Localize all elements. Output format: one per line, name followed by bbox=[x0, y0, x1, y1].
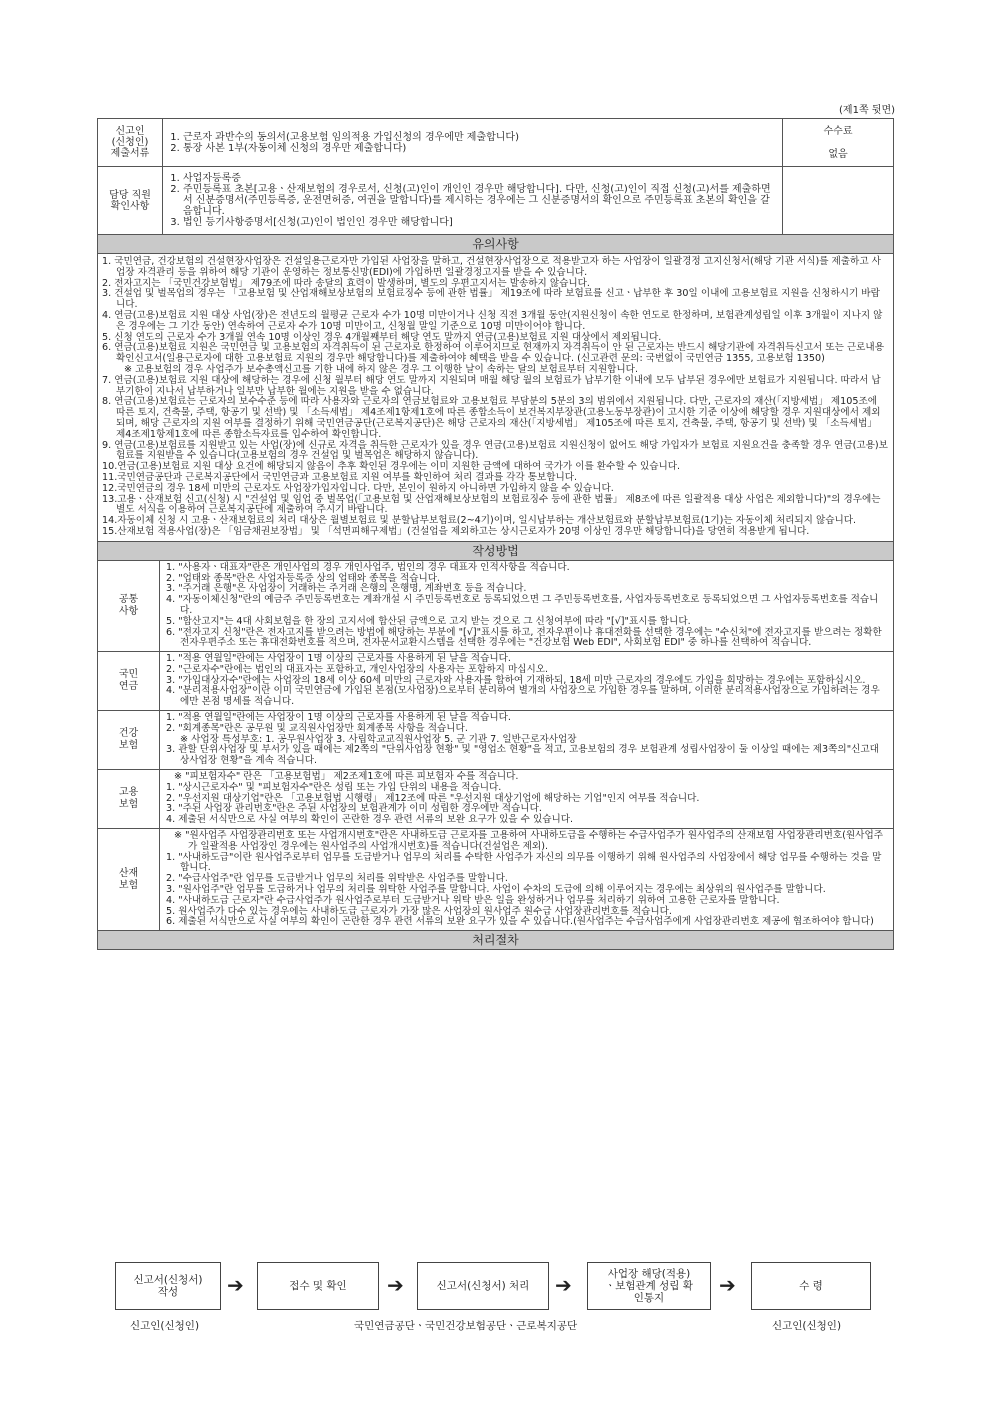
method-line: 4. 제출된 서식만으로 사실 여부의 확인이 곤란한 경우 관련 서류의 보완 요구가 있을 수 있습니다. bbox=[166, 814, 574, 826]
note-item: 14.자동이체 신청 시 고용ㆍ산재보험료의 처리 대상은 월별보험료 및 분할납부보험료(2~4기)이며, 일시납부하는 개산보험료와 분할납부보험료(1기)는 자동이체 처리되지 않습니다. bbox=[102, 515, 857, 527]
method-line: 3. "원사업주"란 업무를 도급하거나 업무의 처리를 위탁한 사업주를 말합니다. 사업이 수차의 도급에 의해 이루어지는 경우에는 최상위의 원사업주를 말합니다. bbox=[166, 884, 826, 896]
note-item: 9. 연금(고용)보험료를 지원받고 있는 사업(장)에 신규로 자격을 취득한 근로자가 있을 경우 연금(고용)보험료 지원신청이 없어도 해당 가입자가 보험료 지원요건을 충족할 경우 연금(고용)보험료를 지원받을 수 있습니다(고용보험의 경우 건설업 및 벌목업은 해당하지 않습니다). bbox=[102, 439, 888, 462]
arrow-right-icon: ➔ bbox=[555, 1273, 572, 1297]
method-line: 3. "가입대상자수"란에는 사업장의 18세 이상 60세 미만의 근로자와 사용자를 합하여 기재하되, 18세 미만 근로자의 경우에도 가입을 희망하는 경우에는 포함하십시오. bbox=[166, 674, 866, 686]
check-item: 3. 법인 등기사항증명서[신청(고)인이 법인인 경우만 해당합니다] bbox=[183, 217, 778, 228]
check-items bbox=[163, 167, 783, 235]
method-line: 4. "사내하도급 근로자"란 수급사업주가 원사업주로부터 도급받거나 위탁 받은 일을 완성하거나 업무를 처리하기 위하여 고용한 근로자를 말합니다. bbox=[166, 894, 780, 906]
step-box: 접수 및 확인 bbox=[257, 1262, 379, 1310]
section-label: 건강 보험 bbox=[98, 711, 160, 769]
submit-documents bbox=[163, 119, 783, 167]
note-item: 3. 건설업 및 벌목업의 경우는 「고용보험 및 산업재해보상보험의 보험료징수 등에 관한 법률」 제19조에 따라 보험료를 신고ㆍ납부한 후 30일 이내에 고용보험료 지원을 신청하시기 바랍니다. bbox=[102, 288, 880, 311]
actor-left: 신고인(신청인) bbox=[130, 1320, 200, 1332]
arrow-right-icon: ➔ bbox=[387, 1273, 404, 1297]
fee-label: 수수료 bbox=[823, 125, 853, 137]
method-section-employment bbox=[98, 769, 893, 828]
method-section-industrial bbox=[98, 828, 893, 930]
note-item: 15.산재보험 적용사업(장)은 「임금채권보장법」 및 「석면피해구제법」(건설업을 제외하고는 상시근로자가 20명 이상인 경우만 해당합니다)을 당연히 적용받게 됩니다. bbox=[102, 525, 810, 537]
method-line: 2. "우선지원 대상기업"란은 「고용보험법 시행령」 제12조에 따른 "우선지원 대상기업에 해당하는 기업"인지 여부를 적습니다. bbox=[166, 792, 700, 804]
fee-cell bbox=[783, 119, 894, 167]
arrow-right-icon: ➔ bbox=[227, 1273, 244, 1297]
note-item: 8. 연금(고용)보험료는 근로자의 보수수준 등에 따라 사용자와 근로자의 연금보험료와 고용보험료 부담분의 5분의 3의 범위에서 지원됩니다. 다만, 근로자의 재산(「지방세법」 제105조에 따른 토지, 건축물, 주택, 항공기 및 선박) 및 「소득세법」 제4조제1항제1호에 따른 종합소득이 보건복지부장관(고용노동부장관)이 고시한 기준 이상에 해당할 경우 지원대상에서 제외되며, 해당 근로자의 지원 여부를 결정하기 위해 국민연금공단(근로복지공단)은 해당 근로자의 재산(「지방세법」 제105조에 따른 토지, 건축물, 주택, 항공기 및 선박) 및 「소득세법」 제4조제1항제1호에 따른 종합소득자료를 입수하여 확인합니다. bbox=[102, 396, 881, 440]
method-line: 4. "분리적용사업장"이란 이미 국민연금에 가입된 본점(모사업장)으로부터 분리하여 별개의 사업장으로 가입한 경우를 말하며, 이러한 분리적용사업장으로 가입하려는 경우에만 본점 명세를 적습니다. bbox=[166, 685, 880, 708]
submit-item: 2. 통장 사본 1부(자동이체 신청의 경우만 제출합니다) bbox=[183, 143, 778, 154]
fee-empty-cell bbox=[783, 167, 894, 235]
method-sections bbox=[97, 561, 894, 932]
section-label: 산재 보험 bbox=[98, 829, 160, 930]
note-item: 1. 국민연금, 건강보험의 건설현장사업장은 건설일용근로자만 가입된 사업장을 말하고, 건설현장사업장으로 적용받고자 하는 사업장이 일괄경정 고지신청서(해당 기관 서식)를 제출하고 사업장 자격관리 등을 위하여 해당 기관이 운영하는 정보통신망(EDI)에 가입하면 일괄경정고지를 받을 수 있습니다. bbox=[102, 256, 881, 278]
actor-right: 신고인(신청인) bbox=[772, 1320, 842, 1332]
notes-list bbox=[97, 254, 894, 541]
actor-middle: 국민연금공단ㆍ국민건강보험공단ㆍ근로복지공단 bbox=[354, 1320, 578, 1332]
method-line: 1. "적용 연월일"란에는 사업장이 1명 이상의 근로자를 사용하게 된 날을 적습니다. bbox=[166, 712, 511, 724]
note-item: 7. 연금(고용)보험료 지원 대상에 해당하는 경우에 신청 월부터 해당 연도 말까지 지원되며 매월 해당 월의 보험료가 납부기한 이내에 모두 납부된 경우에만 보험료가 지원됩니다. 따라서 납부기한이 지나서 납부하거나 일부만 납부한 월에는 지원을 받을 수 없습니다. bbox=[102, 374, 881, 397]
step-box: 수 령 bbox=[751, 1262, 871, 1310]
note-item: 5. 신청 연도의 근로자 수가 3개월 연속 10명 이상인 경우 4개월째부터 해당 연도 말까지 연금(고용)보험료 지원 대상에서 제외됩니다. bbox=[102, 331, 662, 343]
method-line: 1. "사내하도급"이란 원사업주로부터 업무를 도급받거나 업무의 처리를 수탁한 사업주가 자신의 의무를 이행하기 위해 원사업주의 사업장에서 해당 업무를 수행하는 것을 말합니다. bbox=[166, 851, 882, 874]
method-line: 5. "합산고지"는 4대 사회보험을 한 장의 고지서에 합산된 금액으로 고지 받는 것으로 그 신청여부에 따라 "[√]"표시를 합니다. bbox=[166, 615, 691, 627]
notes-title: 유의사항 bbox=[97, 235, 894, 254]
note-item: ※ 고용보험의 경우 사업주가 보수총액신고를 기한 내에 하지 않은 경우 그 이행한 날이 속하는 달의 보험료부터 지원합니다. bbox=[124, 363, 638, 375]
method-line: 2. "수급사업주"란 업무를 도급받거나 업무의 처리를 위탁받은 사업주를 말합니다. bbox=[166, 873, 508, 885]
note-item: 12.국민연금의 경우 18세 미만의 근로자도 사업장가입자입니다. 다만, 본인이 원하지 아니하면 가입하지 않을 수 있습니다. bbox=[102, 482, 614, 494]
method-section-pension bbox=[98, 651, 893, 710]
note-item: 13.고용ㆍ산재보험 신고(신청) 시 "건설업 및 임업 중 벌목업(「고용보험 및 산업재해보상보험의 보험료징수 등에 관한 법률」 제8조에 따른 일괄적용 대상 사업은 제외합니다)"의 경우에는 별도 서식을 이용하여 근로복지공단에 제출하여 주시기 바랍니다. bbox=[102, 493, 881, 516]
method-line: ※ "피보험자수" 란은 「고용보험법」 제2조제1호에 따른 피보험자 수를 적습니다. bbox=[174, 771, 519, 783]
method-line: 6. 제출된 서식만으로 사실 여부의 확인이 곤란한 경우 관련 서류의 보완 요구가 있을 수 있습니다.(원사업주는 수급사업주에게 사업장관리번호 제공에 협조하여야 합니다) bbox=[166, 916, 874, 928]
note-item: 4. 연금(고용)보험료 지원 대상 사업(장)은 전년도의 월평균 근로자 수가 10명 미만이거나 신청 직전 3개월 동안(지원신청이 속한 연도로 한정하며, 보험관계성립일 이후 3개월이 지나지 않은 경우에는 그 기간 동안) 연속하여 근로자 수가 10명 미만이고, 신청월 말일 기준으로 10명 미만이어야 합니다. bbox=[102, 309, 883, 332]
step-box: 신고서(신청서) 작성 bbox=[115, 1262, 221, 1310]
method-section-common bbox=[98, 561, 893, 651]
method-line: 2. "근로자수"란에는 법인의 대표자는 포함하고, 개인사업장의 사용자는 포함하지 마십시오. bbox=[166, 663, 549, 675]
method-section-health bbox=[98, 710, 893, 769]
check-label: 담당 직원 확인사항 bbox=[98, 167, 163, 235]
method-line: 3. "주거래 은행"은 사업장이 거래하는 주거래 은행의 은행명, 계좌번호 등을 적습니다. bbox=[166, 583, 527, 595]
method-line: 1. "적용 연월일"란에는 사업장이 1명 이상의 근로자를 사용하게 된 날을 적습니다. bbox=[166, 653, 511, 665]
note-item: 6. 연금(고용)보험료 지원은 국민연금 및 고용보험의 자격취득이 된 근로자로 한정하여 이루어지므로 현재까지 자격취득이 안 된 근로자는 반드시 해당기관에 자격취득신고서 또는 근로내용 확인신고서(일용근로자에 대한 고용보험료 지원의 경우만 해당합니다)를 제출하여야 혜택을 받을 수 있습니다. (신고관련 문의: 국번없이 국민연금 1355, 고용보험 1350) bbox=[102, 342, 884, 365]
step-box: 신고서(신청서) 처리 bbox=[417, 1262, 549, 1310]
method-line: ※ "원사업주 사업장관리번호 또는 사업개시번호"란은 사내하도급 근로자를 고용하여 사내하도급을 수행하는 수급사업주가 원사업주의 산재보험 사업장관리번호(원사업주가 일괄적용 사업장인 경우에는 원사업주의 사업개시번호)를 적습니다(건설업은 제외). bbox=[174, 830, 883, 852]
note-item: 10.연금(고용)보험료 지원 대상 요건에 해당되지 않음이 추후 확인된 경우에는 이미 지원한 금액에 대하여 국가가 이를 환수할 수 있습니다. bbox=[102, 461, 681, 473]
note-item: 11.국민연금공단과 근로복지공단에서 국민연금과 고용보험료 지원 여부를 확인하여 처리 결과를 각각 통보합니다. bbox=[102, 471, 578, 483]
method-line: 2. "회계종목"란은 공무원 및 교직원사업장만 회계종목 사항을 적습니다. bbox=[166, 722, 468, 734]
submit-item: 1. 근로자 과반수의 동의서(고용보험 임의적용 가입신청의 경우에만 제출합니다) bbox=[183, 132, 778, 143]
note-item: 2. 전자고지는 「국민건강보험법」 제79조에 따라 송달의 효력이 발생하며, 별도의 우편고지서는 발송하지 않습니다. bbox=[102, 277, 590, 289]
method-line: 4. "자동이체신청"란의 예금주 주민등록번호는 계좌개설 시 주민등록번호로 등록되었으면 그 주민등록번호를, 사업자등록번호로 등록되었으면 그 사업자등록번호를 적습니다. bbox=[166, 594, 879, 616]
page-note: (제1쪽 뒷면) bbox=[839, 105, 895, 116]
method-line: 3. "주된 사업장 관리번호"란은 주된 사업장의 보험관계가 이미 성립한 경우에만 적습니다. bbox=[166, 803, 542, 815]
section-label: 국민 연금 bbox=[98, 652, 160, 710]
method-line: ※ 사업장 특성부호: 1. 공무원사업장 3. 사립학교교직원사업장 5. 군 기관 7. 일반근로자사업장 bbox=[180, 733, 577, 745]
method-line: 6. "전자고지 신청"란은 전자고지를 받으려는 방법에 해당하는 부분에 "[√]"표시를 하고, 전자우편이나 휴대전화를 선택한 경우에는 "수신처"에 전자고지를 받으려는 정확한 전자우편주소 또는 휴대전화번호를 적으며, 전자문서교환시스템을 선택한 경우에는 "건강보험 Web EDI", 사회보험 EDI" 중 하나를 선택하여 적습니다. bbox=[166, 626, 882, 649]
submit-label: 신고인 (신청인) 제출서류 bbox=[98, 119, 163, 167]
fee-value: 없음 bbox=[828, 148, 848, 160]
procedure-title: 처리절차 bbox=[97, 931, 894, 950]
submission-table bbox=[97, 118, 894, 235]
method-line: 5. 원사업주가 다수 있는 경우에는 사내하도급 근로자가 가장 많은 사업장의 원사업주 원수급 사업장관리번호를 적습니다. bbox=[166, 905, 672, 917]
method-line: 2. "업태와 종목"란은 사업자등록증 상의 업태와 종목을 적습니다. bbox=[166, 572, 441, 584]
section-label: 공통 사항 bbox=[98, 561, 160, 651]
document-body bbox=[97, 118, 894, 950]
arrow-right-icon: ➔ bbox=[719, 1273, 736, 1297]
step-box: 사업장 해당(적용) ㆍ보험관계 성립 확 인통지 bbox=[587, 1262, 711, 1310]
method-title: 작성방법 bbox=[97, 541, 894, 561]
check-item: 1. 사업자등록증 bbox=[183, 173, 778, 184]
method-line: 1. "상시근로자수" 및 "피보험자수"란은 성립 또는 가입 단위의 내용을 적습니다. bbox=[166, 781, 502, 793]
section-label: 고용 보험 bbox=[98, 770, 160, 828]
method-line: 3. 관할 단위사업장 및 부서가 있을 때에는 제2쪽의 "단위사업장 현황" 및 "영업소 현황"을 적고, 고용보험의 경우 보험관계 성립사업장이 둘 이상일 때에는 제3쪽의"신고대상사업장 현황"을 계속 적습니다. bbox=[166, 744, 879, 767]
method-line: 1. "사용자ㆍ대표자"란은 개인사업의 경우 개인사업주, 법인의 경우 대표자 인적사항을 적습니다. bbox=[166, 561, 570, 573]
procedure-flow bbox=[115, 1262, 855, 1312]
check-item: 2. 주민등록표 초본[고용ㆍ산재보험의 경우로서, 신청(고)인이 개인인 경우만 해당합니다]. 다만, 신청(고)인이 직접 신청(고)서를 제출하면서 신분증명서(주민등록증, 운전면허증, 여권을 말합니다)를 제시하는 경우에는 그 신분증명서의 확인으로 주민등록표 초본의 확인을 갈음합니다. bbox=[183, 184, 778, 217]
